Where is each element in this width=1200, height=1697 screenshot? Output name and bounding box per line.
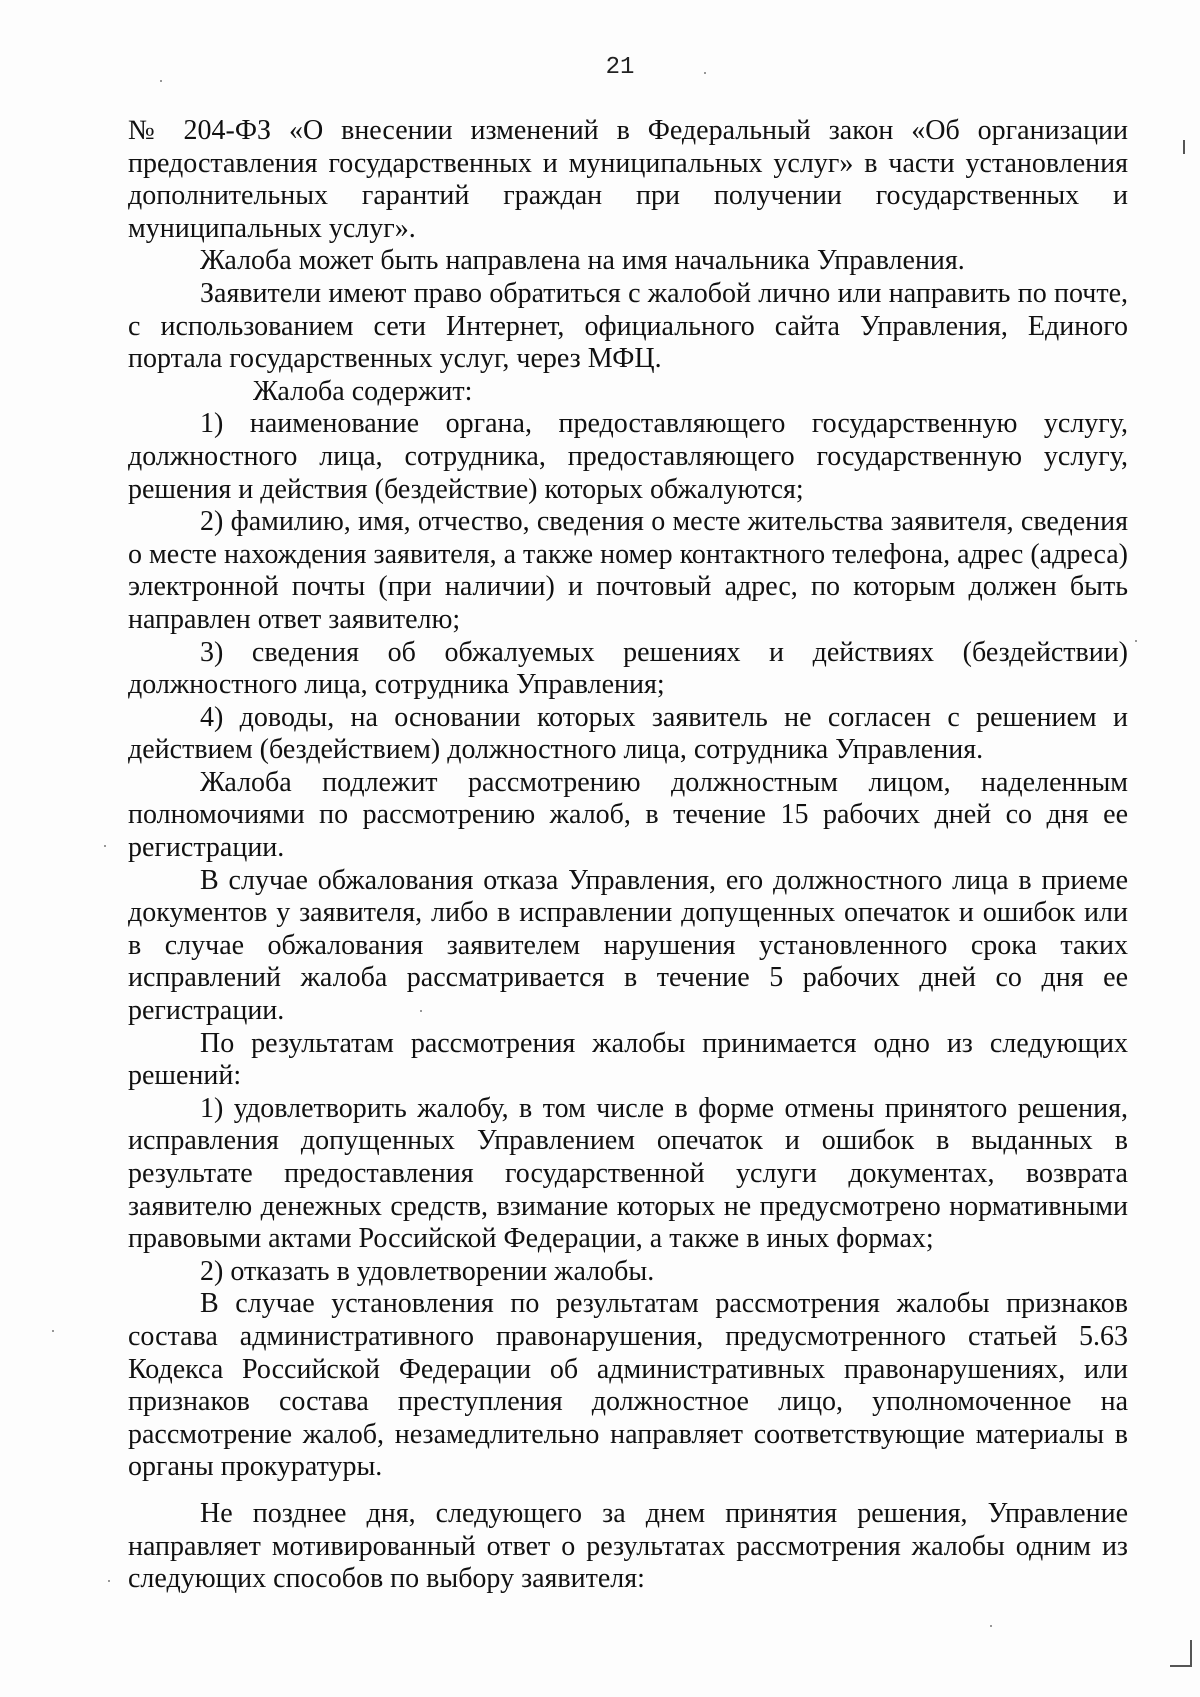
paragraph-refusal-review-period: В случае обжалования отказа Управления, его должностного лица в приеме документов у заявителя, либо в исправлении допущенных опечаток и ошибок или в случае обжалования заявителем нарушения установленного срока таких исправлений жалоба рассматривается в течение 5 рабочих дней со дня ее регистрации. bbox=[128, 864, 1128, 1027]
scan-speck bbox=[108, 1580, 110, 1582]
scan-speck bbox=[52, 1330, 54, 1332]
list-item-contents-1: 1) наименование органа, предоставляющего государственную услугу, должностного лица, сотрудника, предоставляющего государственную услугу, решения и действия (бездействие) которых обжалуются; bbox=[128, 408, 1128, 505]
paragraph-complaint-contents-heading: Жалоба содержит: bbox=[253, 375, 473, 407]
scan-speck bbox=[1135, 640, 1137, 642]
page-number: 21 bbox=[605, 54, 635, 81]
scan-speck bbox=[104, 845, 106, 847]
scan-edge-mark bbox=[1190, 1640, 1192, 1667]
scan-speck bbox=[420, 1010, 422, 1012]
list-item-contents-3: 3) сведения об обжалуемых решениях и действиях (бездействии) должностного лица, сотрудника Управления; bbox=[128, 636, 1128, 701]
paragraph-submission-methods: Заявители имеют право обратиться с жалобой лично или направить по почте, с использованием сети Интернет, официального сайта Управления, Единого портала государственных услуг, через МФЦ. bbox=[128, 277, 1128, 375]
scan-speck bbox=[160, 80, 162, 82]
list-item-decision-2: 2) отказать в удовлетворении жалобы. bbox=[200, 1255, 655, 1287]
scan-edge-mark bbox=[1170, 1665, 1192, 1667]
list-item-decision-1: 1) удовлетворить жалобу, в том числе в форме отмены принятого решения, исправления допущенных Управлением опечаток и ошибок в выданных в результате предоставления государственной услуги документах, возврата заявителю денежных средств, взимание которых не предусмотрено нормативными правовыми актами Российской Федерации, а также в иных формах; bbox=[128, 1092, 1128, 1255]
scan-edge-mark bbox=[1183, 140, 1185, 154]
paragraph-complaint-addressee: Жалоба может быть направлена на имя начальника Управления. bbox=[200, 245, 965, 277]
paragraph-decisions-heading: По результатам рассмотрения жалобы принимается одно из следующих решений: bbox=[128, 1027, 1128, 1092]
paragraph-review-period: Жалоба подлежит рассмотрению должностным лицом, наделенным полномочиями по рассмотрению жалоб, в течение 15 рабочих дней со дня ее регистрации. bbox=[128, 766, 1128, 864]
list-item-contents-4: 4) доводы, на основании которых заявитель не согласен с решением и действием (бездействием) должностного лица, сотрудника Управления. bbox=[128, 701, 1128, 766]
paragraph-law-reference: № 204-ФЗ «О внесении изменений в Федеральный закон «Об организации предоставления государственных и муниципальных услуг» в части установления дополнительных гарантий граждан при получении государственных и муниципальных услуг». bbox=[128, 115, 1128, 244]
paragraph-reasoned-response: Не позднее дня, следующего за днем принятия решения, Управление направляет мотивированный ответ о результатах рассмотрения жалобы одним из следующих способов по выбору заявителя: bbox=[128, 1497, 1128, 1595]
document-body bbox=[128, 115, 1128, 1596]
list-item-contents-2: 2) фамилию, имя, отчество, сведения о месте жительства заявителя, сведения о месте нахождения заявителя, а также номер контактного телефона, адрес (адреса) электронной почты (при наличии) и почтовый адрес, по которым должен быть направлен ответ заявителю; bbox=[128, 506, 1128, 635]
scan-speck bbox=[990, 1625, 992, 1627]
scan-speck bbox=[704, 72, 706, 74]
paragraph-offense-materials: В случае установления по результатам рассмотрения жалобы признаков состава административного правонарушения, предусмотренного статьей 5.63 Кодекса Российской Федерации об административных правонарушениях, или признаков состава преступления должностное лицо, уполномоченное на рассмотрение жалоб, незамедлительно направляет соответствующие материалы в органы прокуратуры. bbox=[128, 1288, 1128, 1483]
